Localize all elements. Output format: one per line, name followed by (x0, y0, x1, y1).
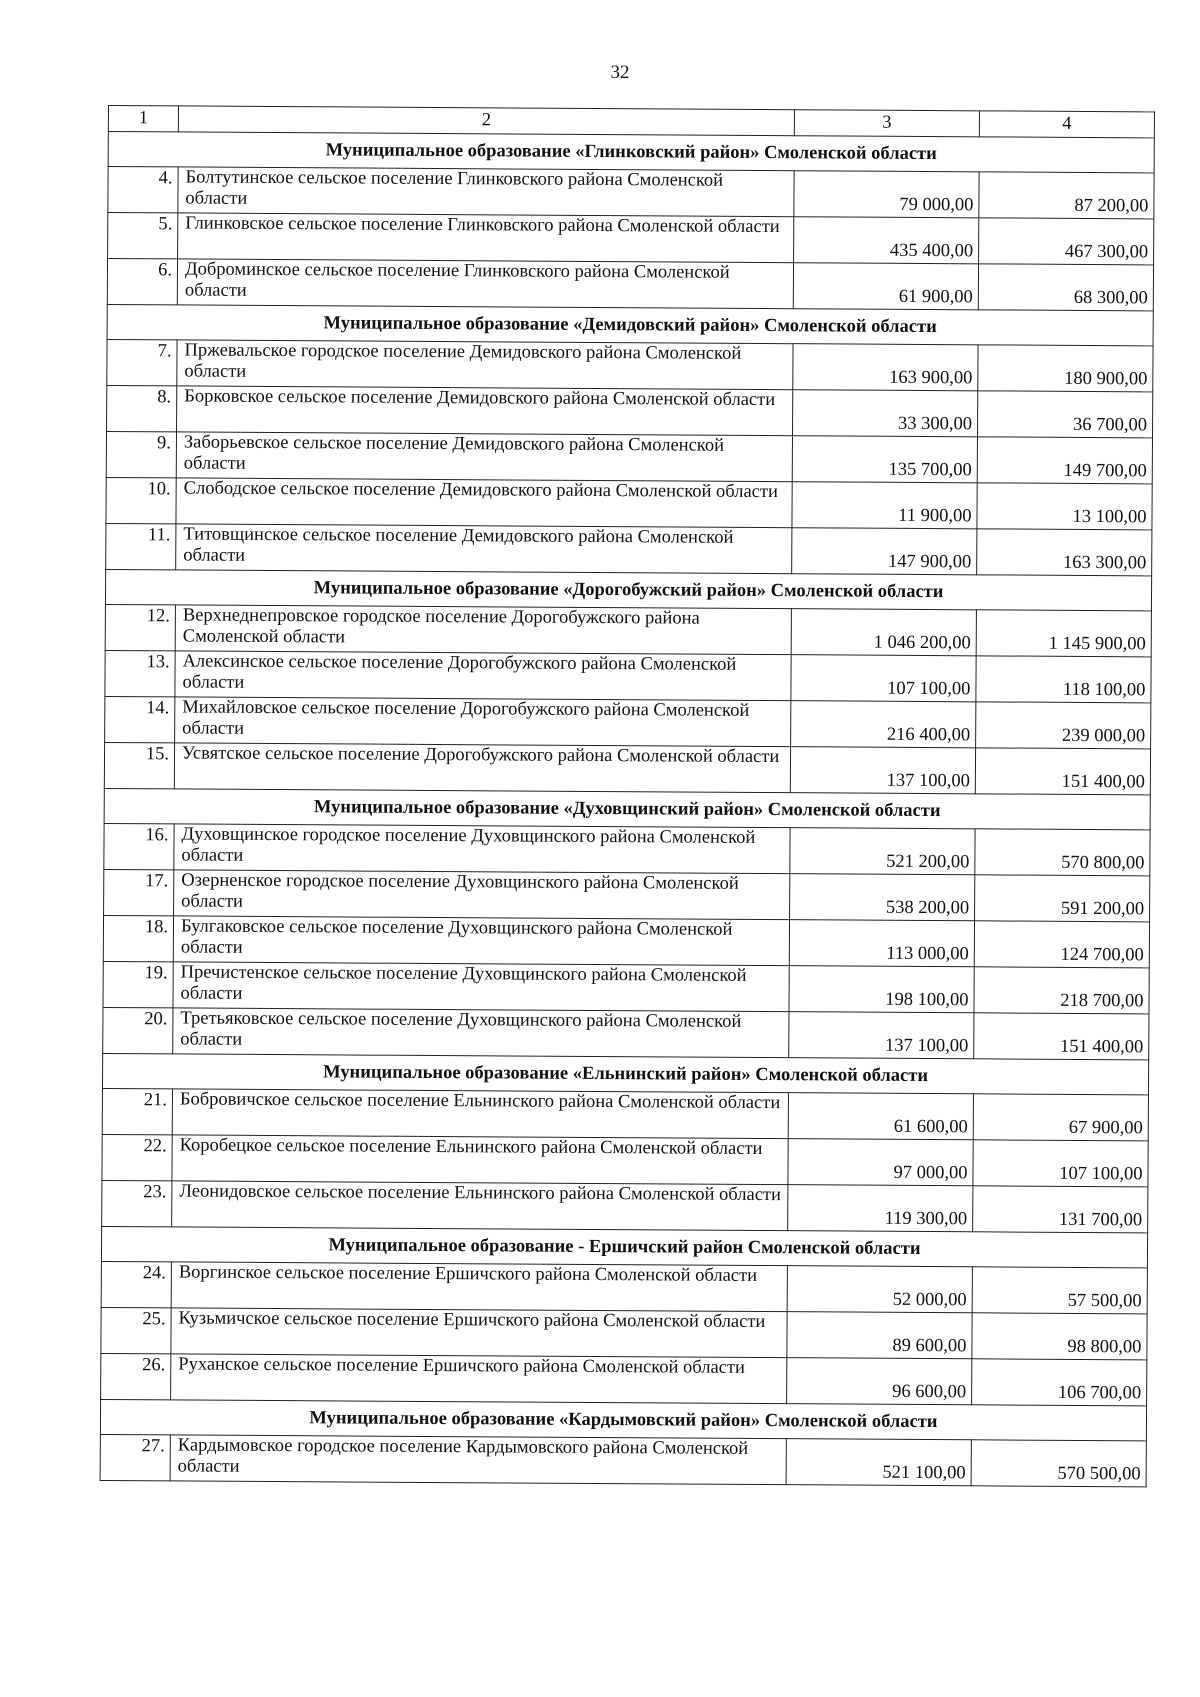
amount-column-3: 89 600,00 (787, 1312, 972, 1359)
settlement-name: Леонидовское сельское поселение Ельнинского района Смоленской области (172, 1181, 788, 1231)
settlement-name: Заборьевское сельское поселение Демидовского района Смоленской области (176, 432, 792, 482)
page-number: 32 (610, 62, 630, 83)
row-number: 7. (107, 339, 177, 385)
row-number: 27. (100, 1434, 170, 1480)
settlement-name: Слободское сельское поселение Демидовского района Смоленской области (176, 478, 792, 528)
amount-column-4: 149 700,00 (977, 437, 1152, 484)
settlement-name: Пречистенское сельское поселение Духовщинского района Смоленской области (173, 962, 789, 1012)
amount-column-4: 151 400,00 (975, 748, 1150, 795)
section-title: Муниципальное образование «Кардымовский район» Смоленской области (100, 1399, 1146, 1440)
table-row (103, 915, 1149, 967)
amount-column-4: 591 200,00 (975, 875, 1150, 922)
row-number: 17. (104, 869, 174, 915)
table-row (106, 477, 1152, 529)
settlement-name: Воргинское сельское поселение Ершичского района Смоленской области (171, 1262, 787, 1312)
section-title: Муниципальное образование «Ельнинский район» Смоленской области (102, 1053, 1148, 1094)
settlement-name: Булгаковское сельское поселение Духовщинского района Смоленской области (173, 916, 789, 966)
settlement-name: Доброминское сельское поселение Глинковского района Смоленской области (177, 259, 793, 309)
amount-column-4: 106 700,00 (972, 1359, 1147, 1406)
settlement-name: Кузьмичское сельское поселение Ершичского района Смоленской области (171, 1308, 787, 1358)
row-number: 16. (104, 823, 174, 869)
amount-column-4: 57 500,00 (972, 1267, 1147, 1314)
amount-column-3: 11 900,00 (792, 482, 977, 529)
section-title: Муниципальное образование «Дорогобужский район» Смоленской области (105, 569, 1151, 610)
amount-column-4: 67 900,00 (973, 1094, 1148, 1141)
amount-column-4: 218 700,00 (974, 967, 1149, 1014)
table-row (102, 1088, 1148, 1140)
amount-column-4: 239 000,00 (976, 702, 1151, 749)
column-number-3: 3 (794, 110, 979, 137)
table-row (100, 1434, 1146, 1486)
row-number: 19. (103, 961, 173, 1007)
section-title: Муниципальное образование - Ершичский район Смоленской области (101, 1226, 1147, 1267)
amount-column-4: 570 500,00 (971, 1440, 1146, 1487)
table-row (104, 742, 1150, 794)
row-number: 10. (106, 477, 176, 523)
amount-column-3: 52 000,00 (787, 1266, 972, 1313)
table-row (106, 431, 1152, 483)
settlement-name: Пржевальское городское поселение Демидовского района Смоленской области (177, 340, 793, 390)
amount-column-3: 538 200,00 (790, 874, 975, 921)
amount-column-4: 151 400,00 (974, 1013, 1149, 1060)
amount-column-4: 180 900,00 (978, 345, 1153, 392)
row-number: 6. (107, 259, 177, 305)
table-row (107, 259, 1153, 311)
table-row (105, 696, 1151, 748)
column-number-4: 4 (979, 111, 1154, 138)
table-row (101, 1353, 1147, 1405)
amount-column-4: 107 100,00 (973, 1140, 1148, 1187)
table-row (102, 1180, 1148, 1232)
amount-column-4: 1 145 900,00 (976, 610, 1151, 657)
table-row (101, 1261, 1147, 1313)
row-number: 4. (108, 167, 178, 213)
amount-column-4: 118 100,00 (976, 656, 1151, 703)
row-number: 9. (106, 431, 176, 477)
row-number: 12. (105, 604, 175, 650)
row-number: 14. (105, 696, 175, 742)
row-number: 26. (101, 1353, 171, 1399)
table-row (104, 869, 1150, 921)
amount-column-3: 107 100,00 (791, 655, 976, 702)
column-number-2: 2 (178, 106, 794, 136)
table-row (107, 385, 1153, 437)
amount-column-3: 163 900,00 (793, 344, 978, 391)
amount-column-4: 13 100,00 (977, 483, 1152, 530)
table-row (103, 1007, 1149, 1059)
row-number: 5. (108, 213, 178, 259)
amount-column-3: 521 200,00 (790, 828, 975, 875)
amount-column-3: 79 000,00 (794, 171, 979, 218)
table-row (105, 604, 1151, 656)
amount-column-4: 570 800,00 (975, 829, 1150, 876)
table-row (105, 650, 1151, 702)
section-title: Муниципальное образование «Духовщинский район» Смоленской области (104, 788, 1150, 829)
row-number: 21. (102, 1088, 172, 1134)
amount-column-3: 521 100,00 (786, 1439, 971, 1486)
row-number: 11. (106, 523, 176, 569)
amount-column-4: 131 700,00 (973, 1186, 1148, 1233)
amount-column-3: 97 000,00 (788, 1139, 973, 1186)
settlement-name: Духовщинское городское поселение Духовщинского района Смоленской области (174, 824, 790, 874)
settlement-name: Михайловское сельское поселение Дорогобужского района Смоленской области (175, 697, 791, 747)
amount-column-3: 96 600,00 (787, 1358, 972, 1405)
amount-column-3: 198 100,00 (789, 966, 974, 1013)
amount-column-3: 119 300,00 (788, 1185, 973, 1232)
column-number-1: 1 (108, 106, 178, 132)
table-row (102, 1134, 1148, 1186)
row-number: 18. (103, 915, 173, 961)
section-title: Муниципальное образование «Демидовский район» Смоленской области (107, 304, 1153, 345)
row-number: 25. (101, 1307, 171, 1353)
amount-column-3: 135 700,00 (792, 436, 977, 483)
row-number: 22. (102, 1134, 172, 1180)
section-title: Муниципальное образование «Глинковский район» Смоленской области (108, 132, 1154, 173)
amount-column-3: 113 000,00 (789, 920, 974, 967)
row-number: 23. (102, 1180, 172, 1226)
amount-column-3: 61 900,00 (793, 263, 978, 310)
row-number: 24. (101, 1261, 171, 1307)
amount-column-3: 33 300,00 (792, 390, 977, 437)
amount-column-4: 68 300,00 (978, 264, 1153, 311)
table-row (107, 339, 1153, 391)
amount-column-4: 163 300,00 (977, 529, 1152, 576)
settlement-name: Коробецкое сельское поселение Ельнинского района Смоленской области (172, 1135, 788, 1185)
table-row (108, 213, 1154, 265)
settlement-name: Борковское сельское поселение Демидовского района Смоленской области (177, 386, 793, 436)
settlement-name: Верхнеднепровское городское поселение Дорогобужского района Смоленской области (175, 605, 791, 655)
amount-column-4: 36 700,00 (977, 391, 1152, 438)
settlement-name: Кардымовское городское поселение Кардымовского района Смоленской области (170, 1435, 786, 1485)
settlement-name: Третьяковское сельское поселение Духовщинского района Смоленской области (173, 1008, 789, 1058)
amount-column-4: 87 200,00 (979, 172, 1154, 219)
amount-column-3: 137 100,00 (790, 747, 975, 794)
row-number: 8. (107, 385, 177, 431)
amount-column-4: 467 300,00 (979, 218, 1154, 265)
row-number: 20. (103, 1007, 173, 1053)
row-number: 13. (105, 650, 175, 696)
allocation-table-wrapper (100, 105, 1154, 1487)
settlement-name: Глинковское сельское поселение Глинковского района Смоленской области (178, 213, 794, 263)
amount-column-3: 137 100,00 (789, 1012, 974, 1059)
amount-column-3: 147 900,00 (792, 528, 977, 575)
table-row (108, 167, 1154, 219)
table-row (104, 823, 1150, 875)
settlement-name: Алексинское сельское поселение Дорогобужского района Смоленской области (175, 651, 791, 701)
settlement-name: Усвятское сельское поселение Дорогобужского района Смоленской области (174, 743, 790, 793)
table-row (103, 961, 1149, 1013)
table-row (106, 523, 1152, 575)
row-number: 15. (104, 742, 174, 788)
table-row (101, 1307, 1147, 1359)
allocation-table (100, 105, 1155, 1487)
settlement-name: Титовщинское сельское поселение Демидовского района Смоленской области (176, 524, 792, 574)
settlement-name: Руханское сельское поселение Ершичского района Смоленской области (171, 1354, 787, 1404)
amount-column-3: 435 400,00 (794, 217, 979, 264)
table-body (100, 106, 1154, 1487)
settlement-name: Болтутинское сельское поселение Глинковского района Смоленской области (178, 167, 794, 217)
amount-column-3: 1 046 200,00 (791, 609, 976, 656)
settlement-name: Озерненское городское поселение Духовщинского района Смоленской области (174, 870, 790, 920)
amount-column-3: 61 600,00 (788, 1093, 973, 1140)
amount-column-4: 98 800,00 (972, 1313, 1147, 1360)
amount-column-4: 124 700,00 (974, 921, 1149, 968)
settlement-name: Бобровичское сельское поселение Ельнинского района Смоленской области (172, 1089, 788, 1139)
amount-column-3: 216 400,00 (791, 701, 976, 748)
